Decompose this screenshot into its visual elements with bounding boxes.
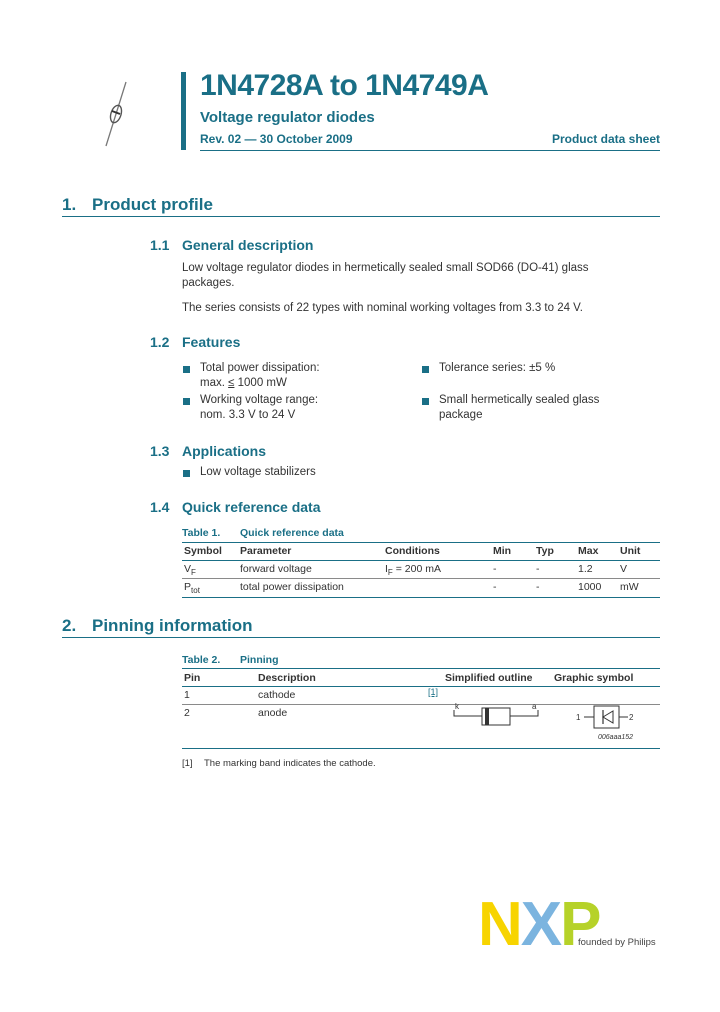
table1-row1-conditions: $I_F = 200$ mA [385, 563, 441, 578]
table1-row2-max: 1000 [578, 581, 602, 593]
bullet-icon [183, 398, 190, 405]
zener-diode-symbol [574, 700, 644, 742]
table1-row1-max: 1.2 [578, 563, 593, 575]
nxp-letter-p: P [560, 896, 600, 948]
table1-header-rule [182, 560, 660, 561]
section-title: Product profile [92, 195, 213, 214]
table1-caption-number: Table 1. [182, 527, 221, 539]
table1-header-unit: Unit [620, 545, 641, 557]
header-accent-bar [181, 72, 186, 150]
symbol-pin2-label: 2 [629, 713, 634, 722]
outline-a-label: a [532, 702, 537, 711]
application-item: Low voltage stabilizers [200, 466, 316, 478]
table2-row1-description: cathode [258, 689, 296, 701]
table2-caption: Pinning [240, 654, 279, 666]
feature-package-line2: package [439, 409, 483, 421]
nxp-letter-x: X [520, 896, 561, 948]
bullet-icon [183, 470, 190, 477]
section-number: 2. [62, 616, 77, 635]
doc-type-label: Product data sheet [551, 132, 660, 146]
table1-row1-unit: V [620, 563, 628, 575]
outline-k-label: k [455, 702, 459, 711]
table1-row1-symbol: $V_F$ [184, 563, 196, 578]
table1-row1-parameter: forward voltage [240, 563, 312, 575]
table2-header-outline: Simplified outline [445, 672, 533, 684]
table2-bottom-rule [182, 748, 660, 749]
feature-tolerance: Tolerance series: ±5 % [439, 362, 556, 374]
nxp-letter-n: N [478, 896, 521, 948]
table1-bottom-rule [182, 597, 660, 598]
table1-row2-typ: - [536, 581, 540, 593]
table2-header-pin: Pin [184, 672, 201, 684]
table1-row1-typ: - [536, 563, 540, 575]
table2-header-rule [182, 686, 660, 687]
table1-row-rule [182, 578, 660, 579]
bullet-icon [422, 366, 429, 373]
table2-header-symbol: Graphic symbol [554, 672, 634, 684]
table1-caption: Quick reference data [240, 527, 344, 539]
table1-row2-parameter: total power dissipation [240, 581, 344, 593]
feature-package-line1: Small hermetically sealed glass [439, 394, 600, 406]
subsection-title: Quick reference data [182, 499, 321, 515]
section-number: 1. [62, 195, 77, 214]
table2-header-description: Description [258, 672, 316, 684]
subsection-number: 1.1 [150, 237, 170, 253]
table1-row2-unit: mW [620, 581, 639, 593]
document-subtitle: Voltage regulator diodes [200, 109, 375, 126]
symbol-code-label: 006aaa152 [598, 734, 634, 741]
feature-power-line2: max. ≤ 1000 mW [200, 377, 287, 389]
table1-header-typ: Typ [536, 545, 554, 557]
subsection-title: Applications [182, 443, 267, 459]
symbol-pin1-label: 1 [576, 713, 581, 722]
subsection-title: General description [182, 237, 314, 253]
table2-row1-pin: 1 [184, 689, 190, 701]
table1-header-conditions: Conditions [385, 545, 440, 557]
general-description-line1: Low voltage regulator diodes in hermetically sealed small SOD66 (DO-41) glass [182, 262, 589, 274]
table1-top-rule [182, 542, 660, 543]
feature-power-line1: Total power dissipation: [200, 362, 320, 374]
table1-row2-symbol: $P_{tot}$ [184, 581, 200, 596]
logo-tagline: founded by Philips [578, 937, 656, 948]
document-title: 1N4728A to 1N4749A [200, 69, 489, 102]
simplified-outline-drawing [450, 700, 545, 730]
table2-row2-description: anode [258, 707, 288, 719]
table2-top-rule [182, 668, 660, 669]
table1-row2-min: - [493, 581, 497, 593]
subsection-number: 1.4 [150, 499, 170, 515]
table1-row1-min: - [493, 563, 497, 575]
diode-component-image [96, 80, 136, 150]
footnote-text: The marking band indicates the cathode. [204, 758, 376, 769]
header-rule [200, 150, 660, 151]
general-description-para2: The series consists of 22 types with nominal working voltages from 3.3 to 24 V. [182, 302, 583, 314]
subsection-number: 1.3 [150, 443, 170, 459]
table1-header-min: Min [493, 545, 512, 557]
bullet-icon [183, 366, 190, 373]
bullet-icon [422, 398, 429, 405]
table1-header-max: Max [578, 545, 599, 557]
feature-voltage-line2: nom. 3.3 V to 24 V [200, 409, 296, 421]
section-rule [62, 637, 660, 638]
table1-header-symbol: Symbol [184, 545, 222, 557]
subsection-title: Features [182, 334, 241, 350]
table1-header-parameter: Parameter [240, 545, 292, 557]
section-title: Pinning information [92, 616, 253, 635]
subsection-number: 1.2 [150, 334, 170, 350]
section-rule [62, 216, 660, 217]
table2-caption-number: Table 2. [182, 654, 221, 666]
feature-voltage-line1: Working voltage range: [200, 394, 319, 406]
table2-row2-pin: 2 [184, 707, 190, 719]
footnote-number: [1] [182, 758, 193, 769]
footnote-reference-link[interactable]: [1] [428, 687, 439, 697]
general-description-line2: packages. [182, 277, 235, 289]
revision-label: Rev. 02 — 30 October 2009 [200, 132, 353, 146]
